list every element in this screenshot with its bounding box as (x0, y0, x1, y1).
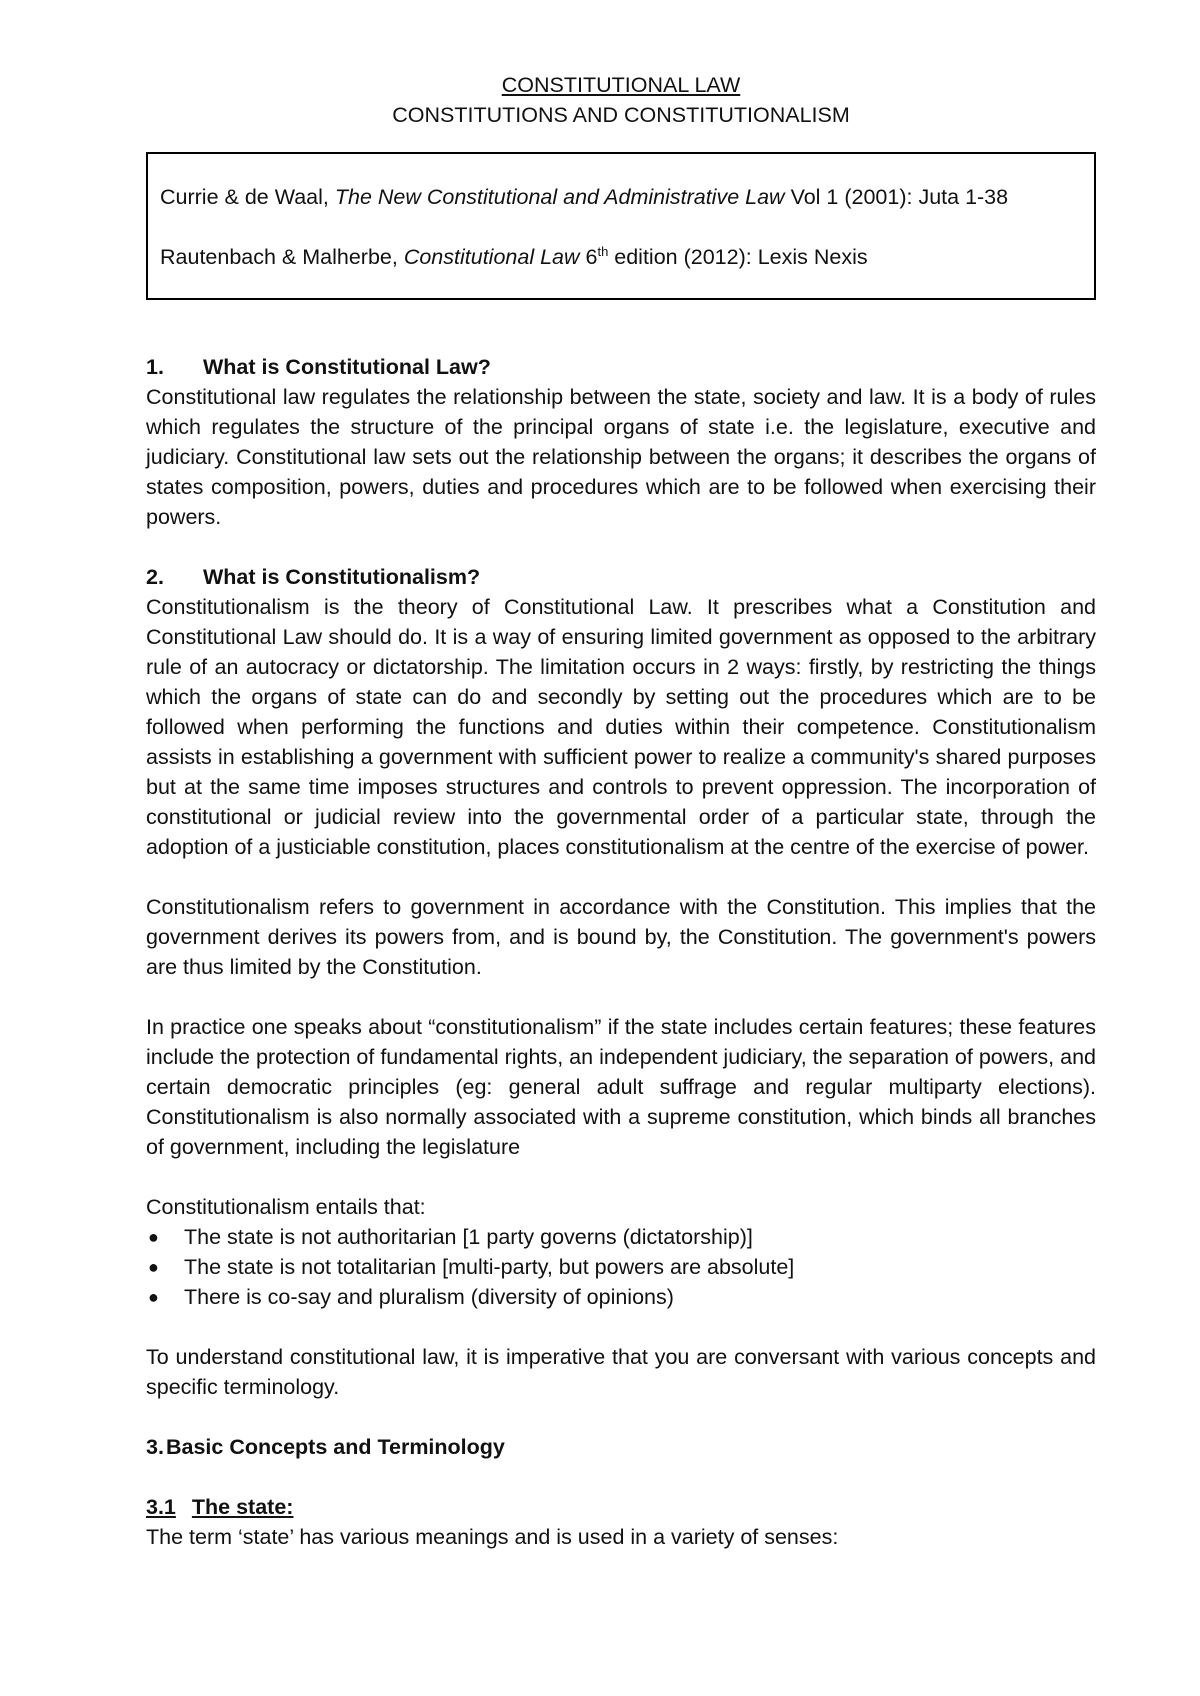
subsection-3-1-body: The term ‘state’ has various meanings and is used in a variety of senses: (146, 1525, 839, 1549)
subsection-number: 3.1 (146, 1495, 176, 1519)
references-box (146, 152, 1096, 300)
section-2-paragraph-3: In practice one speaks about “constitutionalism” if the state includes certain features; these features include the protection of fundamental rights, an independent judiciary, the separation of powers, and certain democratic principles (eg: general adult suffrage and regular multiparty elections). Constitutionalism is also normally associated with a supreme constitution, which binds all branches of government, including the legislature (146, 1015, 1096, 1159)
section-title: What is Constitutional Law? (203, 355, 491, 379)
section-title: What is Constitutionalism? (203, 565, 481, 589)
document-page (146, 70, 1096, 1552)
section-3 (146, 1432, 1096, 1552)
list-item-text: The state is not totalitarian [multi-party, but powers are absolute] (184, 1255, 795, 1279)
list-item (146, 1222, 1096, 1252)
section-number: 3. (146, 1435, 164, 1459)
reference-book-title: Constitutional Law (403, 245, 580, 269)
bullet-icon: ● (148, 1287, 159, 1307)
reference-rautenbach (160, 242, 1082, 272)
list-item-text: The state is not authoritarian [1 party governs (dictatorship)] (184, 1225, 753, 1249)
section-1-body: Constitutional law regulates the relationship between the state, society and law. It is a body of rules which regulates the structure of the principal organs of state i.e. the legislature, executive and judiciary. Constitutional law sets out the relationship between the organs; it describes the organs of states composition, powers, duties and procedures which are to be followed when exercising their powers. (146, 385, 1096, 529)
bullet-icon: ● (148, 1227, 159, 1247)
document-title: CONSTITUTIONAL LAW (501, 73, 741, 97)
section-title: Basic Concepts and Terminology (165, 1435, 505, 1459)
section-2-heading (146, 562, 1096, 592)
subsection-title: The state: (191, 1495, 294, 1519)
bullet-icon: ● (148, 1257, 159, 1277)
section-2-paragraph-1: Constitutionalism is the theory of Constitutional Law. It prescribes what a Constitution and Constitutional Law should do. It is a way of ensuring limited government as opposed to the arbitrary rule of an autocracy or dictatorship. The limitation occurs in 2 ways: firstly, by restricting the things which the organs of state can do and secondly by setting out the procedures which are to be followed when performing the functions and duties within their competence. Constitutionalism assists in establishing a government with sufficient power to realize a community's shared purposes but at the same time imposes structures and controls to prevent oppression. The incorporation of constitutional or judicial review into the governmental order of a particular state, through the adoption of a justiciable constitution, places constitutionalism at the centre of the exercise of power. (146, 595, 1096, 859)
list-item (146, 1282, 1096, 1312)
list-item-text: There is co-say and pluralism (diversity of opinions) (184, 1285, 674, 1309)
section-2 (146, 562, 1096, 1402)
subsection-3-1 (146, 1492, 1096, 1552)
reference-edition-number: 6 (579, 245, 598, 269)
section-number: 2. (146, 565, 164, 589)
reference-details: Vol 1 (2001): Juta 1-38 (784, 185, 1009, 209)
document-subtitle: CONSTITUTIONS AND CONSTITUTIONALISM (392, 103, 850, 127)
entails-intro: Constitutionalism entails that: (146, 1195, 426, 1219)
section-3-heading (146, 1432, 1096, 1462)
section-1 (146, 352, 1096, 532)
list-item (146, 1252, 1096, 1282)
section-2-paragraph-2: Constitutionalism refers to government in accordance with the Constitution. This implies that the government derives its powers from, and is bound by, the Constitution. The government's powers are thus limited by the Constitution. (146, 895, 1096, 979)
reference-edition-suffix: th (597, 243, 609, 259)
reference-currie (160, 182, 1082, 212)
section-2-closing: To understand constitutional law, it is imperative that you are conversant with various concepts and specific terminology. (146, 1345, 1096, 1399)
section-number: 1. (146, 355, 164, 379)
subsection-3-1-heading (146, 1495, 293, 1519)
reference-details: edition (2012): Lexis Nexis (608, 245, 868, 269)
entails-list (146, 1222, 1096, 1312)
reference-authors: Rautenbach & Malherbe, (160, 245, 404, 269)
reference-book-title: The New Constitutional and Administrative Law (334, 185, 785, 209)
reference-authors: Currie & de Waal, (160, 185, 335, 209)
section-1-heading (146, 352, 1096, 382)
document-title-block (146, 70, 1096, 130)
